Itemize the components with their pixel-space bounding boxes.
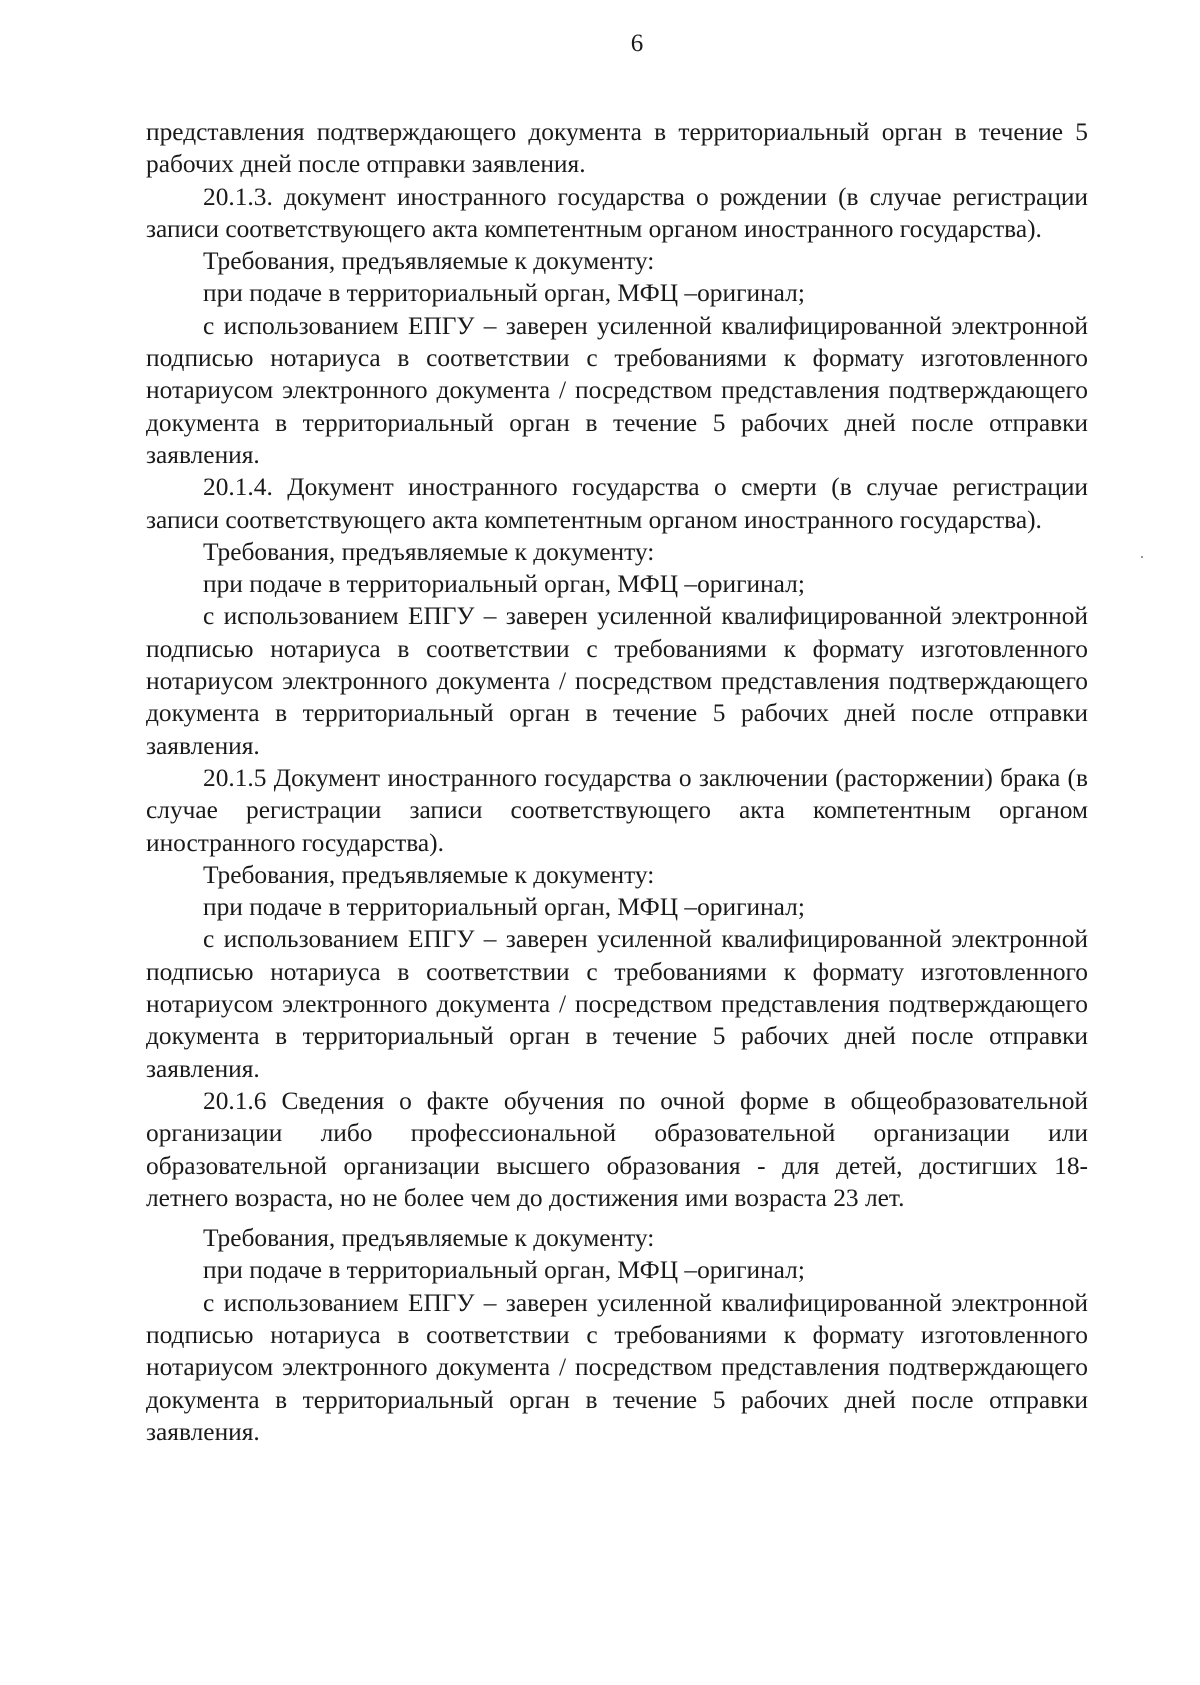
requirement-epgu: с использованием ЕПГУ – заверен усиленной квалифицированной электронной подписью нотариуса в соответствии с требованиями к формату изготовленного нотариусом электронного документа / посредством представления подтверждающего документа в территориальный орган в течение 5 рабочих дней после отправки заявления. (146, 311, 1088, 469)
document-body (146, 116, 1088, 1448)
requirement-epgu: с использованием ЕПГУ – заверен усиленной квалифицированной электронной подписью нотариуса в соответствии с требованиями к формату изготовленного нотариусом электронного документа / посредством представления подтверждающего документа в территориальный орган в течение 5 рабочих дней после отправки заявления. (146, 925, 1088, 1083)
scan-speck (1141, 556, 1143, 558)
requirement-original: при подаче в территориальный орган, МФЦ –оригинал; (203, 570, 805, 599)
paragraph-20-1-3: 20.1.3. документ иностранного государства о рождении (в случае регистрации записи соответствующего акта компетентным органом иностранного государства). (146, 182, 1088, 243)
requirement-epgu: с использованием ЕПГУ – заверен усиленной квалифицированной электронной подписью нотариуса в соответствии с требованиями к формату изготовленного нотариусом электронного документа / посредством представления подтверждающего документа в территориальный орган в течение 5 рабочих дней после отправки заявления. (146, 1288, 1088, 1446)
paragraph-20-1-5: 20.1.5 Документ иностранного государства о заключении (расторжении) брака (в случае регистрации записи соответствующего акта компетентным органом иностранного государства). (146, 763, 1088, 857)
requirements-heading: Требования, предъявляемые к документу: (203, 1224, 655, 1253)
requirement-original: при подаче в территориальный орган, МФЦ –оригинал; (203, 1256, 805, 1285)
paragraph-20-1-6: 20.1.6 Сведения о факте обучения по очной форме в общеобразовательной организации либо профессиональной образовательной организации или образовательной организации высшего образования - для детей, достигших 18-летнего возраста, но не более чем до достижения ими возраста 23 лет. (146, 1086, 1088, 1212)
requirements-heading: Требования, предъявляемые к документу: (203, 537, 655, 566)
requirement-original: при подаче в территориальный орган, МФЦ –оригинал; (203, 893, 805, 922)
requirement-original: при подаче в территориальный орган, МФЦ –оригинал; (203, 279, 805, 308)
requirements-heading: Требования, предъявляемые к документу: (203, 860, 655, 889)
paragraph-continuation: представления подтверждающего документа в территориальный орган в течение 5 рабочих дней после отправки заявления. (146, 118, 1088, 179)
requirement-epgu: с использованием ЕПГУ – заверен усиленной квалифицированной электронной подписью нотариуса в соответствии с требованиями к формату изготовленного нотариусом электронного документа / посредством представления подтверждающего документа в территориальный орган в течение 5 рабочих дней после отправки заявления. (146, 602, 1088, 760)
requirements-heading: Требования, предъявляемые к документу: (203, 247, 655, 276)
page-number: 6 (630, 30, 644, 57)
paragraph-20-1-4: 20.1.4. Документ иностранного государства о смерти (в случае регистрации записи соответствующего акта компетентным органом иностранного государства). (146, 473, 1088, 534)
